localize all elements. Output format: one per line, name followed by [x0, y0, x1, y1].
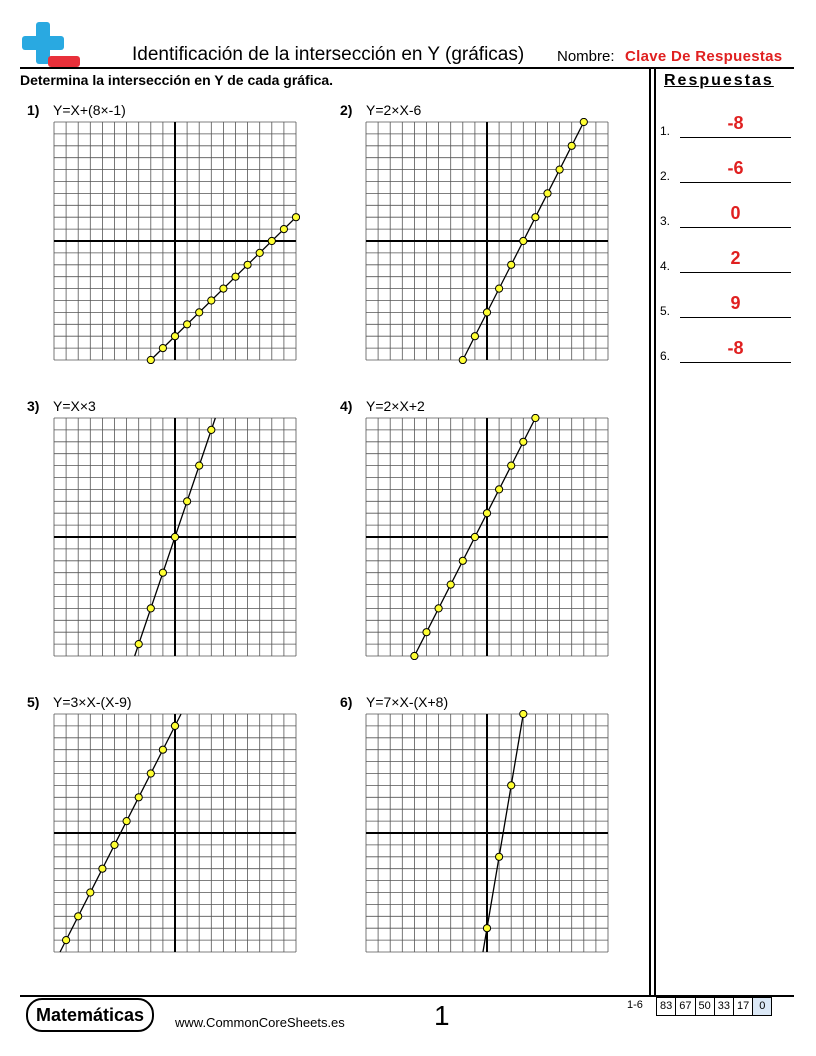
answer-value: 2: [730, 248, 741, 268]
graph-point: [544, 190, 551, 197]
coordinate-graph: [362, 414, 612, 660]
graph-point: [520, 438, 527, 445]
problem-equation: Y=2×X+2: [366, 398, 425, 414]
score-cell: 33: [715, 997, 734, 1016]
graph-point: [123, 818, 130, 825]
plus-minus-logo-icon: [22, 22, 80, 68]
answer-number: 6.: [660, 349, 671, 363]
graph-point: [171, 333, 178, 340]
coordinate-graph: [362, 710, 612, 956]
graph-point: [496, 853, 503, 860]
answer-value: 0: [730, 203, 741, 223]
graph-point: [520, 237, 527, 244]
score-table: [656, 997, 772, 1016]
graph-point: [171, 533, 178, 540]
answer-value: -6: [727, 158, 744, 178]
problem-number: 5): [27, 694, 40, 710]
problem-equation: Y=7×X-(X+8): [366, 694, 449, 710]
answer-row: [660, 155, 795, 185]
answer-line: [680, 182, 791, 183]
score-cell: 17: [734, 997, 753, 1016]
answer-value: -8: [727, 113, 744, 133]
answer-row: [660, 245, 795, 275]
answer-number: 4.: [660, 259, 671, 273]
graph-point: [208, 297, 215, 304]
answer-line: [680, 272, 791, 273]
graph-point: [256, 249, 263, 256]
graph-point: [556, 166, 563, 173]
answer-row: [660, 335, 795, 365]
graph-point: [508, 462, 515, 469]
graph-point: [147, 605, 154, 612]
answer-line: [680, 362, 791, 363]
graph-point: [471, 333, 478, 340]
graph-point: [208, 426, 215, 433]
problem-number: 3): [27, 398, 40, 414]
graph-point: [63, 937, 70, 944]
graph-point: [220, 285, 227, 292]
header-divider: [20, 67, 794, 69]
answer-line: [680, 317, 791, 318]
graph-point: [268, 237, 275, 244]
graph-point: [459, 356, 466, 363]
graph-point: [483, 309, 490, 316]
problem-equation: Y=2×X-6: [366, 102, 422, 118]
graph-point: [159, 345, 166, 352]
graph-point: [423, 629, 430, 636]
graph-point: [147, 356, 154, 363]
name-value: Clave De Respuestas: [625, 48, 783, 65]
coordinate-graph: [50, 414, 300, 660]
answer-number: 3.: [660, 214, 671, 228]
instructions: Determina la intersección en Y de cada gráfica.: [20, 72, 334, 88]
graph-point: [532, 214, 539, 221]
score-cell: 67: [676, 997, 695, 1016]
graph-point: [87, 889, 94, 896]
brand-badge: Matemáticas: [26, 998, 154, 1032]
graph-point: [496, 285, 503, 292]
problem-number: 2): [340, 102, 353, 118]
answer-value: 9: [730, 293, 741, 313]
graph-point: [292, 214, 299, 221]
coordinate-graph: [50, 710, 300, 956]
answer-row: [660, 290, 795, 320]
graph-point: [244, 261, 251, 268]
graph-point: [159, 569, 166, 576]
answers-header: Respuestas: [664, 72, 774, 89]
graph-point: [435, 605, 442, 612]
answer-row: [660, 110, 795, 140]
problem-number: 6): [340, 694, 353, 710]
graph-point: [184, 321, 191, 328]
graph-point: [99, 865, 106, 872]
graph-point: [232, 273, 239, 280]
answer-number: 5.: [660, 304, 671, 318]
problem-number: 1): [27, 102, 40, 118]
name-label: Nombre:: [557, 48, 615, 65]
graph-point: [147, 770, 154, 777]
score-cell: 0: [753, 997, 772, 1016]
answer-number: 1.: [660, 124, 671, 138]
graph-point: [411, 652, 418, 659]
graph-point: [196, 462, 203, 469]
answer-value: -8: [727, 338, 744, 358]
graph-point: [171, 722, 178, 729]
score-cell: 83: [656, 997, 676, 1016]
site-url: www.CommonCoreSheets.es: [175, 1015, 345, 1030]
graph-point: [496, 486, 503, 493]
problem-equation: Y=X×3: [53, 398, 96, 414]
graph-point: [196, 309, 203, 316]
problem-number: 4): [340, 398, 353, 414]
score-range-label: 1-6: [627, 999, 643, 1011]
score-cell: 50: [696, 997, 715, 1016]
answer-number: 2.: [660, 169, 671, 183]
graph-point: [447, 581, 454, 588]
graph-point: [459, 557, 466, 564]
coordinate-graph: [50, 118, 300, 364]
graph-point: [483, 510, 490, 517]
answer-column-divider-inner: [654, 67, 656, 997]
graph-point: [580, 118, 587, 125]
problem-equation: Y=3×X-(X-9): [53, 694, 132, 710]
answer-row: [660, 200, 795, 230]
graph-point: [471, 533, 478, 540]
graph-point: [135, 641, 142, 648]
graph-point: [532, 414, 539, 421]
problem-equation: Y=X+(8×-1): [53, 102, 126, 118]
graph-point: [75, 913, 82, 920]
answer-line: [680, 137, 791, 138]
graph-point: [135, 794, 142, 801]
graph-point: [280, 226, 287, 233]
answer-line: [680, 227, 791, 228]
page-number: 1: [434, 1000, 450, 1031]
worksheet-title: Identificación de la intersección en Y (gráficas): [132, 44, 525, 65]
graph-point: [483, 925, 490, 932]
graph-point: [159, 746, 166, 753]
graph-point: [520, 710, 527, 717]
graph-point: [508, 782, 515, 789]
graph-point: [184, 498, 191, 505]
coordinate-graph: [362, 118, 612, 364]
answer-column-divider: [649, 67, 651, 997]
graph-point: [508, 261, 515, 268]
graph-point: [568, 142, 575, 149]
graph-point: [111, 841, 118, 848]
